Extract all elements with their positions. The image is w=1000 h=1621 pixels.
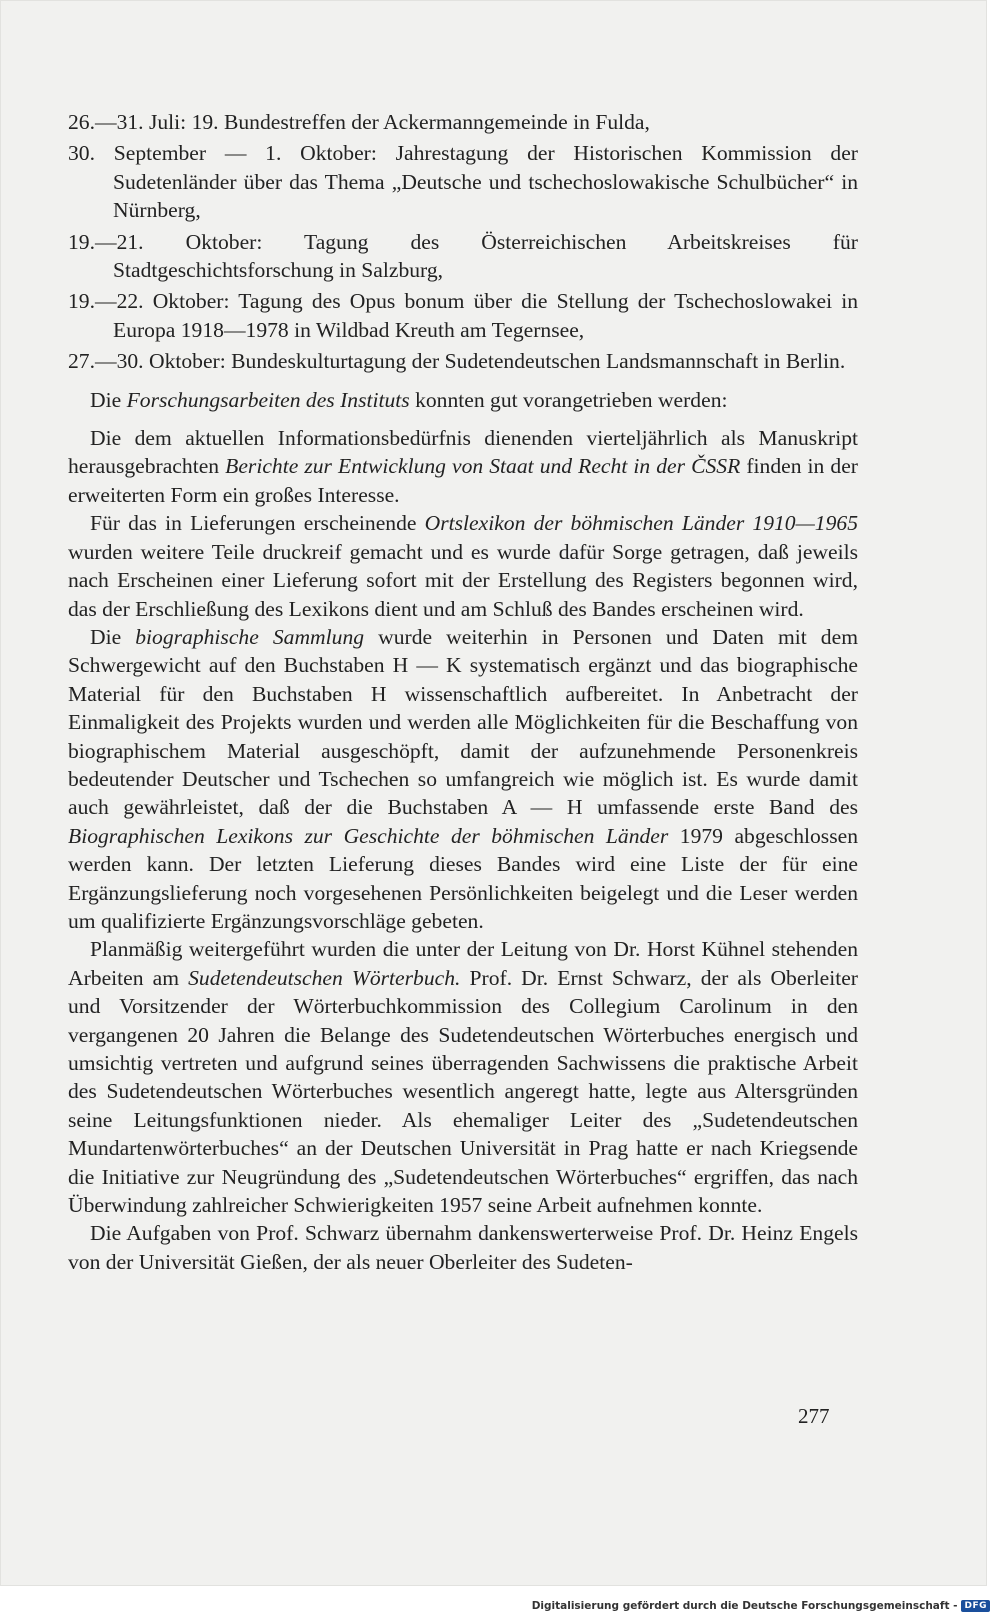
page-margin — [987, 0, 1000, 1586]
text-run: 1979 abgeschlossen werden kann. Der letzten Lieferung dieses Bandes wird eine Liste der für eine Ergänzungslieferung noch vorgesehenen Persönlichkeiten beigelegt und die Leser werden um qualifizierte Ergänzungsvorschläge gebeten. — [68, 823, 858, 933]
italic-title: Biographischen Lexikons zur Geschichte der böhmischen Länder — [68, 823, 669, 848]
text-run: Prof. Dr. Ernst Schwarz, der als Oberleiter und Vorsitzender der Wörterbuchkommission des Collegium Carolinum in den vergangenen 20 Jahren die Belange des Sudetendeutschen Wörterbuches energisch und umsichtig vertreten und aufgrund seines überragenden Sachwissens die praktische Arbeit des Sudetendeutschen Wörterbuches wesentlich angeregt hatte, legte aus Altersgründen seine Leitungsfunktionen nieder. Als ehemaliger Leiter des „Sudetendeutschen Mundartenwörterbuches“ an der Deutschen Universität in Prag hatte er nach Kriegsende die Initiative zur Neugründung des „Sudetendeutschen Wörterbuches“ ergriffen, das nach Überwindung zahlreicher Schwierigkeiten 1957 seine Arbeit aufnehmen konnte. — [68, 965, 858, 1218]
text-run: konnten gut vorangetrieben werden: — [409, 387, 728, 412]
text-run: Die — [90, 387, 127, 412]
dfg-logo-icon: DFG — [961, 1600, 990, 1612]
paragraph — [68, 935, 858, 1219]
intro-paragraph — [68, 386, 858, 414]
text-run: Die dem aktuellen Informationsbedürfnis dienenden vierteljährlich als Manuskript herausgebrachten — [68, 426, 858, 479]
event-item: 27.—30. Oktober: Bundeskulturtagung der Sudetendeutschen Landsmannschaft in Berlin. — [68, 349, 846, 374]
event-item: 19.—21. Oktober: Tagung des Österreichischen Arbeitskreises für Stadtgeschichtsforschung in Salzburg, — [68, 229, 858, 283]
digitization-credit — [532, 1600, 990, 1612]
event-item: 19.—22. Oktober: Tagung des Opus bonum über die Stellung der Tschechoslowakei in Europa 1918—1978 in Wildbad Kreuth am Tegernsee, — [68, 289, 858, 342]
text-run: wurde weiterhin in Personen und Daten mit dem Schwergewicht auf den Buchstaben H — K systematisch ergänzt und das biographische Material für den Buchstaben H wissenschaftlich aufbereitet. In Anbetracht der Einmaligkeit des Projekts wurden und werden alle Möglichkeiten für die Beschaffung von biographischem Material ausgeschöpft, damit der aufzunehmende Personenkreis bedeutender Deutscher und Tschechen so umfangreich wie möglich ist. Es wurde damit auch gewährleistet, daß der die Buchstaben A — H umfassende erste Band des — [68, 624, 858, 820]
text-run: Die — [90, 624, 136, 649]
italic-title: biographische Sammlung — [135, 624, 365, 649]
italic-title: Sudetendeutschen Wörterbuch. — [188, 965, 461, 990]
paragraph: Die Aufgaben von Prof. Schwarz übernahm dankenswerterweise Prof. Dr. Heinz Engels von der Universität Gießen, der als neuer Oberleiter des Sudeten- — [68, 1221, 858, 1274]
italic-title: Forschungsarbeiten des Instituts — [126, 387, 410, 412]
italic-title: Berichte zur Entwicklung von Staat und Recht in der ČSSR — [225, 454, 741, 479]
text-run: Planmäßig weitergeführt wurden die unter der Leitung von Dr. Horst Kühnel stehenden Arbeiten am — [68, 937, 858, 990]
paragraph — [68, 424, 858, 509]
event-item: 30. September — 1. Oktober: Jahrestagung der Historischen Kommission der Sudetenländer über das Thema „Deutsche und tschechoslowakische Schulbücher“ in Nürnberg, — [68, 141, 858, 223]
text-run: wurden weitere Teile druckreif gemacht und es wurde dafür Sorge getragen, daß jeweils nach Erscheinen einer Lieferung sofort mit der Erstellung des Registers begonnen wird, das der Erschließung des Lexikons dient und am Schluß des Bandes erscheinen wird. — [68, 539, 858, 621]
event-item: 26.—31. Juli: 19. Bundestreffen der Ackermanngemeinde in Fulda, — [68, 110, 650, 134]
page-number: 277 — [798, 1404, 830, 1428]
italic-title: Ortslexikon der böhmischen Länder 1910—1965 — [424, 511, 858, 536]
body-text — [68, 108, 858, 1276]
paragraph — [68, 623, 858, 935]
paragraph — [68, 509, 858, 623]
text-run: Für das in Lieferungen erscheinende — [90, 511, 425, 536]
credit-text: Digitalisierung gefördert durch die Deutsche Forschungsgemeinschaft - — [531, 1600, 958, 1612]
text-run: finden in der erweiterten Form ein großes Interesse. — [68, 454, 858, 507]
